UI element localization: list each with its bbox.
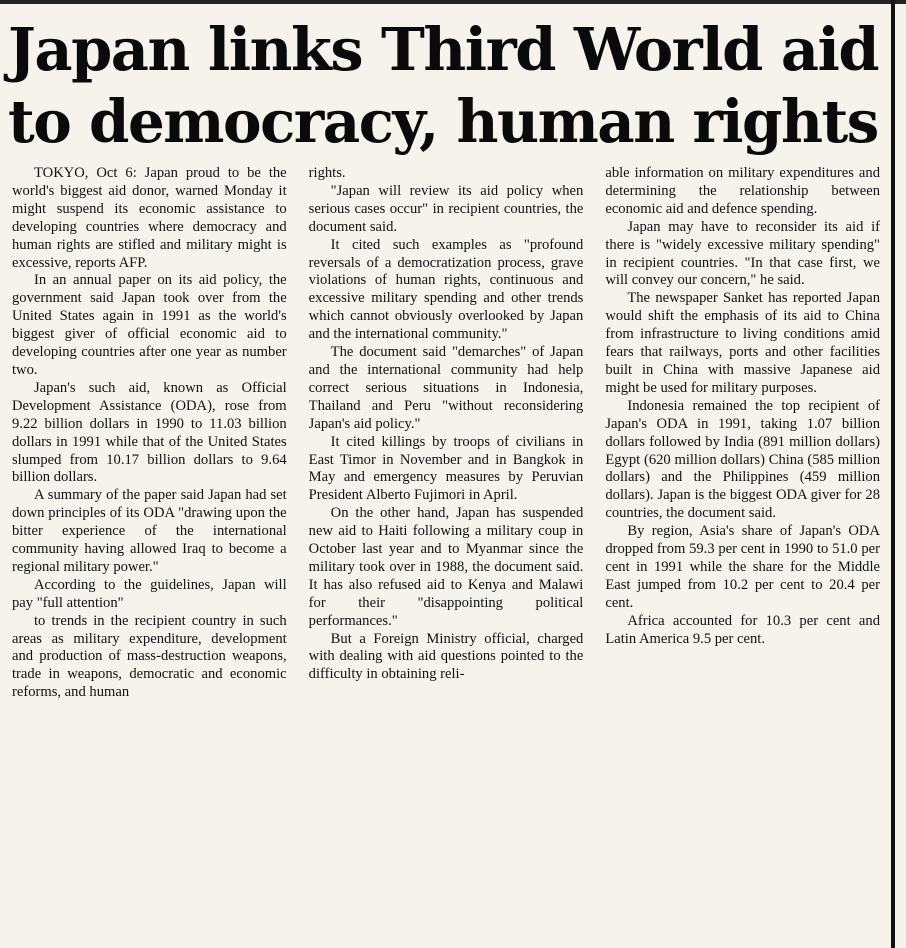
headline-line-2: to democracy, human rights (8, 87, 878, 156)
paragraph: to trends in the recipient country in such areas as military expenditure, development and production of mass-destruction weapons, trade in weapons, democratic and economic reforms, and human (12, 612, 287, 701)
paragraph: The document said "demarches" of Japan and the international community had help correct serious situations in Indonesia, Thailand and Peru "without reconsidering Japan's aid policy." (308, 344, 584, 432)
article-body (12, 165, 880, 945)
paragraph: It cited such examples as "profound reversals of a democratization process, grave violations of human rights, continuous and excessive military spending and other trends which cannot obviously overlooked by Japan and the international community." (308, 236, 584, 343)
paragraph: By region, Asia's share of Japan's ODA dropped from 59.3 per cent in 1990 to 51.0 per cent in 1991 while the share for the Middle East jumped from 10.2 per cent to 20.4 per cent. (605, 523, 881, 611)
paragraph: TOKYO, Oct 6: Japan proud to be the world's biggest aid donor, warned Monday it might suspend its economic assistance to developing countries where democracy and human rights are stifled and military might is excessive, reports AFP. (12, 165, 287, 271)
paragraph: "Japan will review its aid policy when serious cases occur" in recipient countries, the document said. (308, 182, 584, 235)
text-column-1 (12, 165, 287, 945)
paragraph: Africa accounted for 10.3 per cent and Latin America 9.5 per cent. (605, 612, 881, 647)
paragraph: Japan may have to reconsider its aid if there is "widely excessive military spending" in recipient countries. "In that case first, we will convey our concern," he said. (605, 218, 881, 289)
headline (8, 14, 886, 158)
top-border-rule (0, 0, 906, 4)
paragraph: A summary of the paper said Japan had set down principles of its ODA "drawing upon the bitter experience of the international community having allowed Iraq to become a regional military power." (12, 487, 287, 575)
headline-line-1: Japan links Third World aid (8, 15, 879, 84)
column-rule (891, 0, 895, 948)
paragraph: According to the guidelines, Japan will pay "full attention" (12, 576, 287, 611)
text-column-2 (309, 165, 584, 945)
text-column-3 (605, 165, 880, 945)
paragraph: In an annual paper on its aid policy, the government said Japan took over from the United States again in 1991 as the world's biggest giver of official economic aid to developing countries after one year as number two. (12, 272, 287, 378)
paragraph: rights. (308, 165, 346, 181)
paragraph: able information on military expenditures and determining the relationship between economic aid and defence spending. (605, 165, 881, 217)
paragraph: On the other hand, Japan has suspended new aid to Haiti following a military coup in October last year and to Myanmar since the military took over in 1988, the document said. It has also refused aid to Kenya and Malawi for their "disappointing political performances." (308, 505, 584, 629)
paragraph: Japan's such aid, known as Official Development Assistance (ODA), rose from 9.22 billion dollars in 1990 to 11.03 billion dollars in 1991 while that of the United States slumped from 10.17 billion dollars to 9.64 billion dollars. (12, 379, 287, 486)
paragraph: The newspaper Sanket has reported Japan would shift the emphasis of its aid to China from infrastructure to living conditions amid fears that railways, ports and other facilities built in China with massive Japanese aid might be used for military purposes. (605, 290, 881, 396)
paragraph: It cited killings by troops of civilians in East Timor in November and in Bangkok in May and emergency measures by Peruvian President Alberto Fujimori in April. (308, 433, 584, 504)
paragraph: But a Foreign Ministry official, charged with dealing with aid questions pointed to the difficulty in obtaining reli- (308, 630, 584, 683)
paragraph: Indonesia remained the top recipient of Japan's ODA in 1991, taking 1.07 billion dollars followed by India (891 million dollars) Egypt (620 million dollars) China (585 million dollars) and the Philippines (459 million dollars). Japan is the biggest ODA giver for 28 countries, the document said. (605, 397, 881, 522)
